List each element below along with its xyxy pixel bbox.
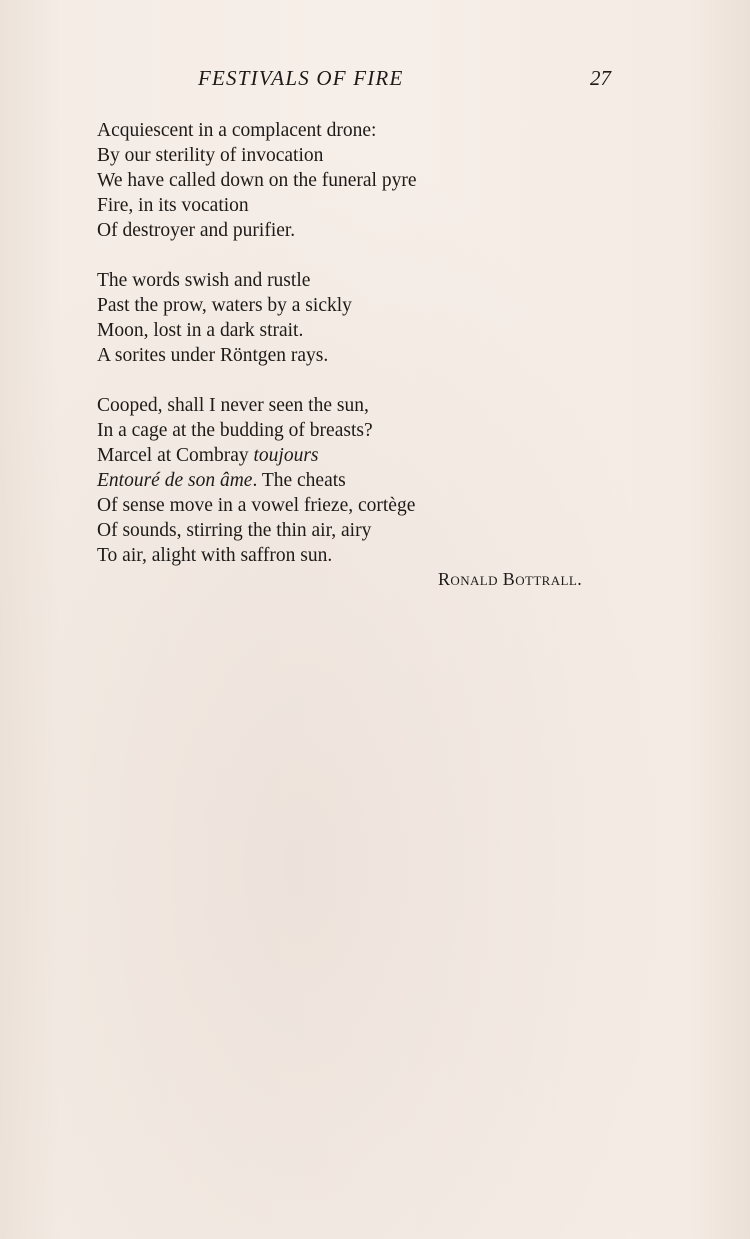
poem-line: Past the prow, waters by a sickly — [97, 295, 352, 316]
poem-line: Of destroyer and purifier. — [97, 220, 296, 241]
poem-line-text: Marcel at Combray — [97, 445, 254, 466]
stanza-2 — [97, 268, 637, 368]
poem-body — [97, 118, 637, 593]
poem-line: Of sense move in a vowel frieze, cortège — [97, 495, 416, 516]
poem-line: In a cage at the budding of breasts? — [97, 420, 373, 441]
stanza-1 — [97, 118, 637, 243]
poem-line-italic: Entouré de son âme — [97, 470, 253, 491]
poem-line: By our sterility of invocation — [97, 145, 324, 166]
poem-line: Of sounds, stirring the thin air, airy — [97, 520, 372, 541]
poem-line: A sorites under Röntgen rays. — [97, 345, 329, 366]
poem-line: Fire, in its vocation — [97, 195, 249, 216]
poem-line — [97, 443, 637, 468]
poem-line-italic: toujours — [253, 445, 319, 466]
stanza-3 — [97, 393, 637, 568]
poem-line-text: . The cheats — [252, 470, 346, 491]
poem-line: Moon, lost in a dark strait. — [97, 320, 304, 341]
running-title: FESTIVALS OF FIRE — [198, 66, 404, 90]
page-number: 27 — [590, 66, 611, 90]
poem-line: We have called down on the funeral pyre — [97, 170, 417, 191]
poem-line: Acquiescent in a complacent drone: — [97, 120, 377, 141]
poem-line: Cooped, shall I never seen the sun, — [97, 395, 369, 416]
poem-line: To air, alight with saffron sun. — [97, 545, 333, 566]
poem-line — [97, 468, 637, 493]
poem-line: The words swish and rustle — [97, 270, 311, 291]
author-signature: Ronald Bottrall. — [438, 569, 583, 589]
